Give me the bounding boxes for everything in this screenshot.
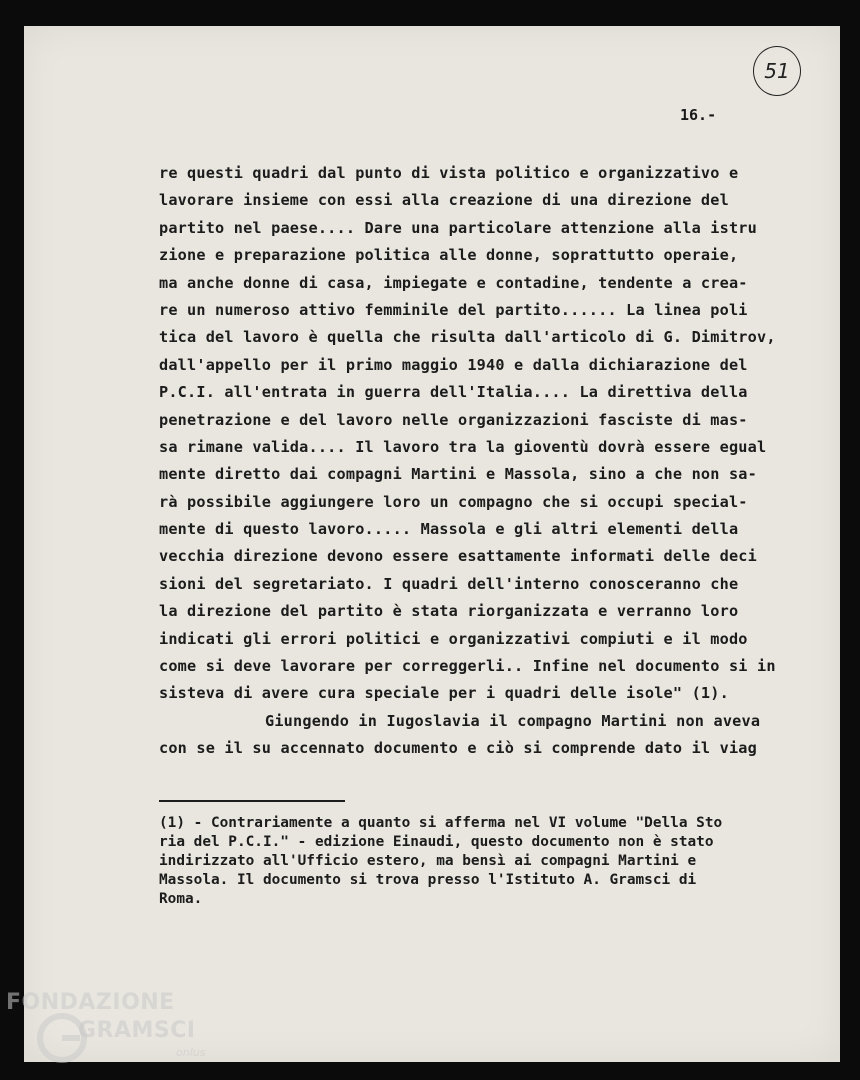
- text-line: la direzione del partito è stata riorganizzata e verranno loro: [159, 602, 739, 621]
- text-line: ma anche donne di casa, impiegate e contadine, tendente a crea-: [159, 273, 748, 292]
- text-line: sisteva di avere cura speciale per i quadri delle isole" (1).: [159, 684, 729, 703]
- archive-page-number-stamp: [753, 46, 801, 96]
- watermark-line1: FONDAZIONE: [6, 990, 175, 1015]
- footnote: [159, 814, 799, 909]
- text-line-indented: Giungendo in Iugoslavia il compagno Martini non aveva: [265, 711, 761, 730]
- text-line: partito nel paese.... Dare una particolare attenzione alla istru: [159, 218, 757, 237]
- text-line: tica del lavoro è quella che risulta dall'articolo di G. Dimitrov,: [159, 328, 776, 347]
- footnote-line: Roma.: [159, 891, 203, 907]
- archive-number-text: 51: [764, 59, 790, 83]
- text-line: dall'appello per il primo maggio 1940 e dalla dichiarazione del: [159, 355, 748, 374]
- text-line: sioni del segretariato. I quadri dell'interno conosceranno che: [159, 574, 739, 593]
- text-line: rà possibile aggiungere loro un compagno che si occupi special-: [159, 492, 748, 511]
- footnote-line: Massola. Il documento si trova presso l'Istituto A. Gramsci di: [159, 872, 697, 888]
- text-line: mente diretto dai compagni Martini e Massola, sino a che non sa-: [159, 465, 757, 484]
- text-line: P.C.I. all'entrata in guerra dell'Italia.... La direttiva della: [159, 383, 748, 402]
- text-line: vecchia direzione devono essere esattamente informati delle deci: [159, 547, 757, 566]
- text-line: penetrazione e del lavoro nelle organizzazioni fasciste di mas-: [159, 410, 748, 429]
- page-number: 16.-: [680, 106, 717, 124]
- watermark-suffix: onlus: [176, 1046, 206, 1059]
- text-line: mente di questo lavoro..... Massola e gli altri elementi della: [159, 520, 739, 539]
- body-text: [159, 160, 809, 763]
- text-line: come si deve lavorare per correggerli.. Infine nel documento si in: [159, 657, 776, 676]
- text-line: sa rimane valida.... Il lavoro tra la gioventù dovrà essere egual: [159, 437, 767, 456]
- text-line: re un numeroso attivo femminile del partito...... La linea poli: [159, 300, 748, 319]
- text-line: con se il su accennato documento e ciò si comprende dato il viag: [159, 739, 757, 758]
- footnote-line: (1) - Contrariamente a quanto si afferma nel VI volume "Della Sto: [159, 815, 723, 831]
- text-line: lavorare insieme con essi alla creazione di una direzione del: [159, 191, 729, 210]
- text-line: zione e preparazione politica alle donne, soprattutto operaie,: [159, 246, 739, 265]
- watermark-line2: GRAMSCI: [78, 1018, 196, 1043]
- text-line: re questi quadri dal punto di vista politico e organizzativo e: [159, 164, 739, 182]
- fondazione-gramsci-watermark: [6, 990, 226, 1076]
- footnote-line: ria del P.C.I." - edizione Einaudi, questo documento non è stato: [159, 834, 714, 850]
- text-line: indicati gli errori politici e organizzativi compiuti e il modo: [159, 629, 748, 648]
- footnote-line: indirizzato all'Ufficio estero, ma bensì ai compagni Martini e: [159, 853, 697, 869]
- footnote-divider: [159, 800, 345, 802]
